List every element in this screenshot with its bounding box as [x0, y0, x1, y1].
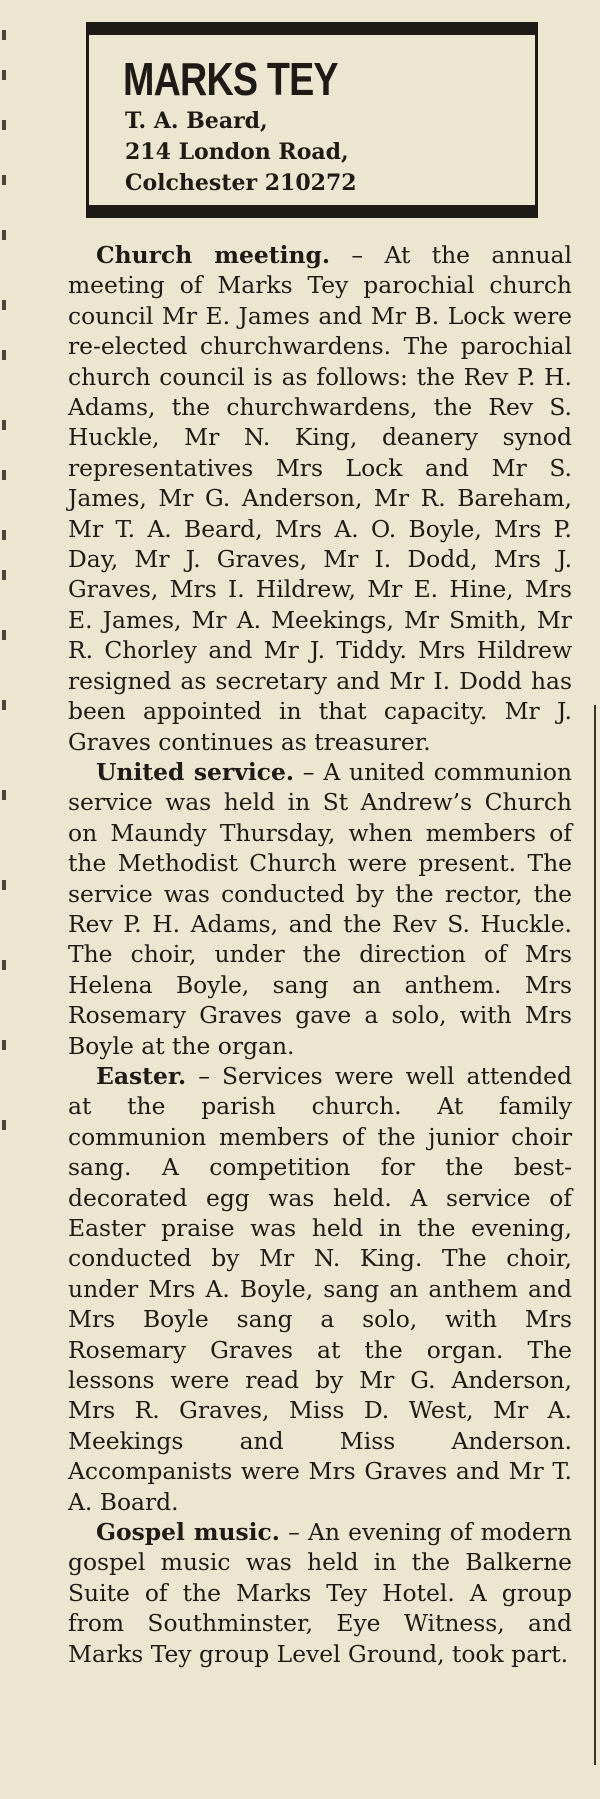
news-column [68, 240, 572, 1669]
masthead-box [86, 22, 538, 218]
paragraph-body: – Services were well attended at the parish church. At family communion members of the junior choir sang. A competition for the best-decorated egg was held. A service of Easter praise was held in the evening, conducted by Mr N. King. The choir, under Mrs A. Boyle, sang an anthem and Mrs Boyle sang a solo, with Mrs Rosemary Graves at the organ. The lessons were read by Mr G. Anderson, Mrs R. Graves, Miss D. West, Mr A. Meekings and Miss Anderson. Accompanists were Mrs Graves and Mr T. A. Board. [68, 1061, 572, 1516]
correspondent-name: T. A. Beard, [125, 108, 268, 134]
paragraph-body: – A united communion service was held in St Andrew’s Church on Maundy Thursday, when members of the Methodist Church were present. The service was conducted by the rector, the Rev P. H. Adams, and the Rev S. Huckle. The choir, under the direction of Mrs Helena Boyle, sang an anthem. Mrs Rosemary Graves gave a solo, with Mrs Boyle at the organ. [68, 757, 572, 1060]
paragraph-heading: Gospel music. [96, 1518, 280, 1547]
adjacent-column-edge [0, 0, 14, 1799]
paragraph-church-meeting [68, 240, 572, 757]
paragraph-united-service [68, 757, 572, 1061]
paragraph-gospel-music [68, 1517, 572, 1669]
masthead-top-bar [86, 22, 538, 35]
correspondent-phone: Colchester 210272 [125, 170, 357, 196]
paragraph-easter [68, 1061, 572, 1517]
correspondent-address: 214 London Road, [125, 139, 349, 165]
correspondent-contact [125, 106, 357, 199]
paragraph-heading: United service. [96, 757, 294, 786]
masthead-bottom-bar [86, 205, 538, 218]
paragraph-body: – At the annual meeting of Marks Tey parochial church council Mr E. James and Mr B. Lock were re-elected churchwardens. The parochial church council is as follows: the Rev P. H. Adams, the churchwardens, the Rev S. Huckle, Mr N. King, deanery synod representatives Mrs Lock and Mr S. James, Mr G. Anderson, Mr R. Bareham, Mr T. A. Beard, Mrs A. O. Boyle, Mrs P. Day, Mr J. Graves, Mr I. Dodd, Mrs J. Graves, Mrs I. Hildrew, Mr E. Hine, Mrs E. James, Mr A. Meekings, Mr Smith, Mr R. Chorley and Mr J. Tiddy. Mrs Hildrew resigned as secretary and Mr I. Dodd has been appointed in that capacity. Mr J. Graves continues as treasurer. [68, 241, 572, 756]
paragraph-heading: Church meeting. [96, 241, 330, 269]
column-rule [594, 705, 596, 1765]
paragraph-body: – An evening of modern gospel music was held in the Balkerne Suite of the Marks Tey Hotel. A group from Southminster, Eye Witness, and Marks Tey group Level Ground, took part. [68, 1518, 572, 1668]
page-title: MARKS TEY [123, 53, 338, 105]
paragraph-heading: Easter. [96, 1061, 187, 1090]
